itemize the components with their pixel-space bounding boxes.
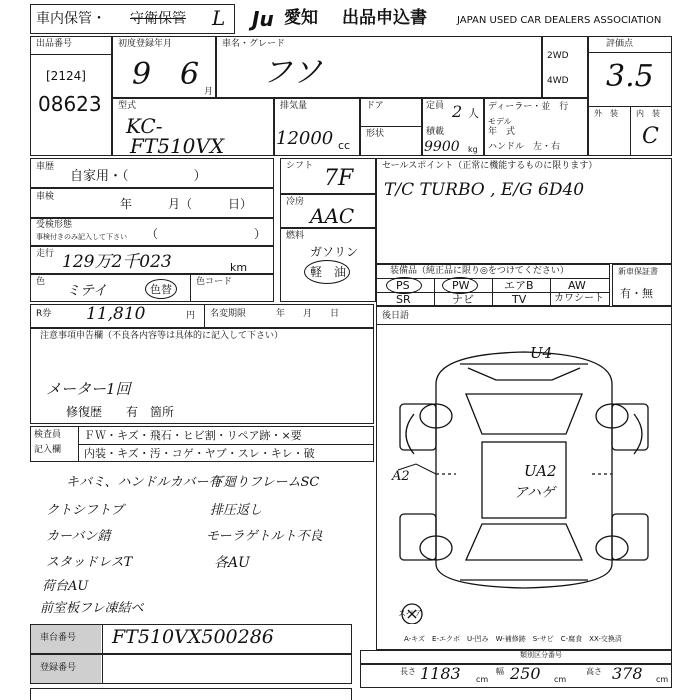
displacement-value: 12000 [276, 128, 334, 149]
selling-label: セールスポイント（正常に機能するものに限ります） [382, 161, 598, 171]
transfer-date: 年 月 日 [276, 309, 340, 319]
storage-struck: 守衛保管 [130, 11, 186, 27]
accept-paren: （ ） [146, 227, 267, 241]
diagram-top-label-char: 後日語 [382, 311, 410, 321]
equip-tv: TV [512, 293, 527, 306]
remark-4: 排圧返し [210, 503, 263, 518]
aircon-label: 冷房 [286, 197, 305, 207]
damage-legend: A-キズ E-エクボ U-凹み W-補修跡 S-サビ C-腐食 XX-交換済 [404, 635, 622, 643]
dims-ref-box [360, 650, 672, 664]
remark-7: スタッドレスT [46, 555, 133, 570]
capacity-value: 2 [452, 102, 463, 121]
shift-value: 7F [324, 166, 354, 191]
length-value: 1183 [420, 664, 461, 683]
first-reg-year: 9 [132, 57, 152, 92]
displacement-unit: cc [338, 139, 351, 152]
roof [482, 442, 566, 518]
type-value-2: FT510VX [130, 134, 225, 158]
recycle-value: 11,810 [86, 304, 146, 324]
load-label: 積載 [426, 127, 445, 137]
capacity-unit: 人 [468, 107, 479, 120]
type-value-1: KC- [126, 114, 163, 138]
inspector-label-1: 検査員 [34, 430, 62, 440]
color-change: 色替 [150, 283, 172, 296]
remark-1: キバミ、ハンドルカバー有 [66, 475, 222, 490]
remark-8: 各AU [214, 555, 250, 571]
grade-int-value: C [642, 124, 659, 149]
remark-10: 前室板フレ凍結ベ [40, 601, 144, 616]
inspector-row-1: ＦＷ・キズ・飛石・ヒビ割・リペア跡・×要 [84, 429, 302, 442]
shift-label: シフト [286, 161, 314, 171]
remark-5: カーバン錆 [46, 529, 111, 544]
diagram-top-mark: U4 [530, 344, 553, 362]
equipment-label: 装備品（純正品に限り◎をつけてください） [390, 266, 569, 276]
door-label: ドア [366, 101, 384, 111]
dealer-model-label: モデル [488, 117, 512, 126]
drive-2wd: 2WD [547, 51, 569, 61]
dealer-handle-label: ハンドル 左・右 [488, 142, 561, 152]
drive-4wd: 4WD [547, 76, 569, 86]
recycle-label: R券 [36, 309, 52, 319]
accept-note: 事検付きのみ記入して下さい [36, 233, 127, 241]
equip-airbag: エアB [504, 279, 534, 292]
first-reg-month: 6 [180, 57, 200, 92]
chassis-value: FT510VX500286 [112, 626, 274, 648]
right-mirror [634, 414, 642, 454]
diagram-center-mark-2: アハゲ [514, 485, 555, 501]
displacement-label: 排気量 [280, 101, 308, 111]
rear-glass [466, 524, 582, 560]
left-mirror [406, 414, 414, 454]
color-value: ミテイ [66, 283, 108, 299]
notes-line-2: 修復歴 有 箇所 [66, 405, 175, 419]
grade-label: 評価点 [606, 39, 634, 49]
first-reg-month-unit: 月 [204, 87, 214, 97]
remark-3: クトシフトブ [46, 503, 124, 518]
warranty-value: 有・無 [620, 287, 653, 300]
mileage-value: 129万2千023 [62, 252, 172, 272]
remark-6: モーラゲトルト不良 [206, 529, 323, 544]
logo-mark: Ju [252, 7, 274, 31]
width-value: 250 [510, 664, 541, 683]
diagram-center-mark: UA2 [524, 462, 557, 480]
inspection-value: 年 月（ 日） [120, 197, 253, 211]
type-label: 型式 [118, 101, 137, 111]
remark-9: 荷台AU [42, 579, 89, 594]
lot-label: 出品番号 [36, 39, 73, 49]
history-value: 自家用・（ ） [70, 169, 207, 184]
color-label: 色 [36, 277, 46, 287]
org-name: 愛知 [284, 8, 318, 28]
equip-aw: AW [568, 279, 586, 292]
color-code-label: 色コード [196, 277, 233, 287]
registration-label: 登録番号 [40, 663, 77, 673]
drive-box [542, 36, 588, 98]
storage-label: 車内保管・ [36, 11, 106, 27]
capacity-label: 定員 [426, 101, 445, 111]
history-label: 車歴 [36, 162, 55, 172]
equip-pw: PW [452, 279, 470, 292]
spare-label: スペア [398, 609, 422, 618]
storage-mark: L [212, 6, 226, 30]
fuel-value-2: 軽 油 [310, 265, 347, 279]
transfer-label: 名変期限 [210, 309, 247, 319]
dims-ref-label: 類別区分番号 [520, 651, 562, 659]
diagram-side-mark: A2 [392, 469, 410, 484]
equip-leather: カワシート [554, 293, 604, 304]
grade-value: 3.5 [606, 59, 654, 94]
bottom-strip [30, 688, 352, 700]
front-glass [466, 394, 582, 434]
selling-value: T/C TURBO , E/G 6D40 [384, 180, 585, 200]
association-name: JAPAN USED CAR DEALERS ASSOCIATION [457, 15, 662, 26]
height-label: 高さ [586, 667, 602, 676]
mileage-unit: km [230, 261, 248, 274]
height-value: 378 [612, 664, 643, 683]
remark-2: 下廻りフレームSC [210, 475, 320, 490]
lot-number: 08623 [38, 92, 102, 116]
dealer-year-label: 年 式 [488, 127, 516, 137]
equip-sr: SR [396, 293, 411, 306]
notes-label: 注意事項申告欄（不良各内容等は具体的に記入して下さい） [40, 331, 284, 341]
warranty-label: 新車保証書 [618, 267, 658, 276]
chassis-label: 車台番号 [40, 633, 77, 643]
inspection-label: 車検 [36, 192, 55, 202]
aircon-value: AAC [310, 204, 355, 228]
fuel-label: 燃料 [286, 231, 305, 241]
equip-ps: PS [396, 279, 410, 292]
recycle-unit: 円 [186, 311, 196, 321]
model-value: フソ [262, 55, 322, 90]
inspector-label-2: 記入欄 [34, 445, 62, 455]
inspector-row-2: 内装・キズ・汚・コゲ・ヤブ・スレ・キレ・破 [84, 447, 315, 460]
grade-ext-label: 外 装 [594, 109, 618, 118]
notes-line-1: メーター1回 [46, 380, 131, 398]
grade-int-label: 内 装 [636, 109, 660, 118]
mileage-label: 走行 [36, 249, 55, 259]
dealer-label: ディーラー・並 行 [488, 102, 569, 112]
length-label: 長さ [400, 667, 416, 676]
shape-label: 形状 [366, 129, 385, 139]
fuel-value-1: ガソリン [310, 245, 359, 259]
first-reg-label: 初度登録年月 [118, 39, 173, 49]
load-unit: kg [468, 145, 478, 154]
form-title: 出品申込書 [342, 8, 427, 28]
equip-navi: ナビ [452, 293, 474, 306]
accept-label: 受検形態 [36, 220, 73, 230]
length-unit: cm [476, 675, 489, 684]
width-unit: cm [554, 675, 567, 684]
load-value: 9900 [424, 139, 460, 155]
lot-bracket: [2124] [46, 69, 86, 83]
height-unit: cm [656, 675, 669, 684]
selling-box [376, 158, 672, 264]
model-label: 車名・グレード [222, 39, 286, 49]
width-label: 幅 [496, 667, 504, 676]
